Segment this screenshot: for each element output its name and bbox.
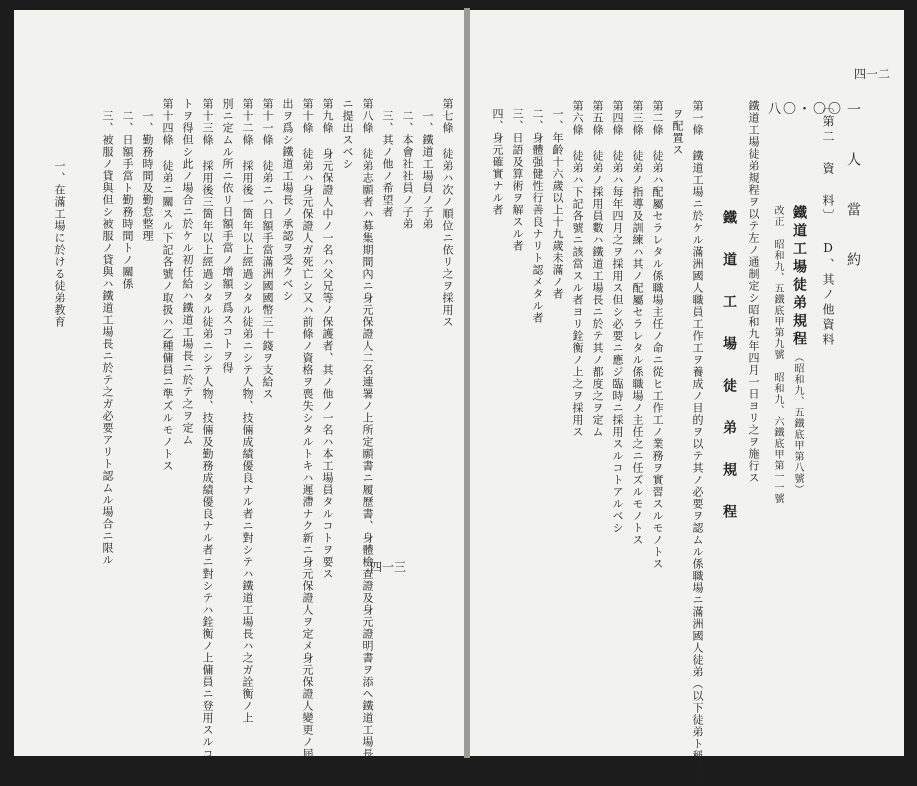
regulation-subtitle: 鐵 道 工 場 徒 弟 規 程 <box>721 210 737 524</box>
text-column: 一、勤務時間及勤怠整理 <box>141 110 154 242</box>
rule-title: 鐵道工場徒弟規程 <box>791 205 807 349</box>
text-column: 三、日語及算術ヲ解スル者 <box>511 108 524 252</box>
text-column: 出ヲ爲シ鐵道工場長ノ承認ヲ受クベシ <box>281 98 294 302</box>
text-column: 四、身元確實ナル者 <box>491 108 504 216</box>
chapter-heading: 一 人 當 約 <box>845 102 861 276</box>
page-number: 四一三 <box>370 560 407 574</box>
text-column: 第八條 徒弟志願者ハ募集期間內ニ身元保證人二名連署ノ上所定願書ニ履歷書、身體檢查證及身元證明書ヲ添ヘ鐵道工場長 <box>361 98 374 760</box>
page-number: 四一二 <box>854 67 891 81</box>
section-header: 〔第二 資 料〕 D、其ノ他資料 <box>821 100 835 348</box>
text-column: 一、鐵道工場員ノ子弟 <box>421 110 434 230</box>
left-page <box>14 10 464 760</box>
text-column: 第十一條 徒弟ニハ日額手當滿洲國國幣三十錢ヲ支給ス <box>261 98 274 400</box>
text-column: 二、身體强健性行善良ナリト認メタル者 <box>531 108 544 324</box>
text-column: 第十二條 採用後一箇年以上經過シタル徒弟ニシテ人物、技倆成績優良ナル者ニ對シテハ鐵道工場長ハ之ガ詮衡ノ上 <box>241 98 254 724</box>
text-column: 三、其ノ他ノ希望者 <box>381 110 394 218</box>
text-column: 二、本會社社員ノ子弟 <box>401 110 414 230</box>
text-column: ニ提出スベシ <box>341 98 354 170</box>
text-column: 第三條 徒弟ノ指導及訓練ハ其ノ配屬セラレタル係職場ノ主任之ニ任ズルモノトス <box>631 100 644 546</box>
text-column: ヲ配置ス <box>671 108 684 156</box>
text-column: 二、日額手當ト勤務時間トノ關係 <box>121 110 134 290</box>
rule-enactment: （昭和九、五鐵底甲第八號） <box>792 352 803 495</box>
text-column: 第六條 徒弟ハ下記各號ニ該當スル者ヨリ銓衡ノ上之ヲ採用ス <box>571 100 584 438</box>
text-column: 一、年齡十六歲以上十九歲未滿ノ者 <box>551 108 564 300</box>
rule-revision: 改正 昭和九、五鐵底甲第九號 昭和九、六鐵底甲第一一號 <box>772 205 783 504</box>
text-column: 別ニ定ムル所ニ依リ日額手當ノ增額ヲ爲スコトヲ得 <box>221 98 234 374</box>
text-column: 第十四條 徒弟ニ關スル下記各號ノ取扱ハ乙種傭員ニ準ズルモノトス <box>161 98 174 472</box>
text-column: 第九條 身元保證人中ノ一名ハ父兄等ノ保護者、其ノ他ノ一名ハ本工場員タルコトヲ要ス <box>321 98 334 580</box>
text-column: 一、在滿工場に於ける徒弟教育 <box>53 160 66 328</box>
text-column: 第十條 徒弟ハ身元保證人ガ死亡シ又ハ前條ノ資格ヲ喪失シタルトキハ遲滯ナク新ニ身元保證人ヲ定メ身元保證人變更ノ屆 <box>301 98 314 760</box>
text-column: トヲ得但シ此ノ場合ニ於ケル初任給ハ鐵道工場長ニ於テ之ヲ定ム <box>181 98 194 446</box>
text-column: 第七條 徒弟ハ次ノ順位ニ依リ之ヲ採用ス <box>441 98 454 328</box>
text-column: 第四條 徒弟ハ每年四月之ヲ採用ス但シ必要ニ應ジ臨時ニ採用スルコトアルベシ <box>611 100 624 534</box>
text-column: 第一條 鐵道工場ニ於ケル滿洲國人職員工作工ヲ養成ノ目的ヲ以テ其ノ必要ヲ認ムル係職場ニ滿洲國人徒弟（以下徒弟ト稱ス） <box>691 100 704 786</box>
text-column: 三、被服ノ貸與但シ被服ノ貸與ハ鐵道工場長ニ於テ之ガ必要アリト認ムル場合ニ限ル <box>101 110 114 566</box>
right-page <box>470 10 904 786</box>
text-column: 第五條 徒弟ノ採用員數ハ鐵道工場長ニ於テ其ノ都度之ヲ定ム <box>591 100 604 438</box>
text-column: 第二條 徒弟ハ配屬セラレタル係職場主任ノ命ニ從ヒ工作工ノ業務ヲ實習スルモノトス <box>651 100 664 570</box>
text-column: 第十三條 採用後三箇年以上經過シタル徒弟ニシテ人物、技倆及勤務成績優良ナル者ニ對シテハ銓衡ノ上傭員ニ登用スルコ <box>201 98 214 760</box>
book-number: 八〇・〇〇 <box>768 102 844 117</box>
intro-text: 鐵道工場徒弟規程ヲ以テ左ノ通制定シ昭和九年四月一日ヨリ之ヲ施行ス <box>747 100 760 484</box>
